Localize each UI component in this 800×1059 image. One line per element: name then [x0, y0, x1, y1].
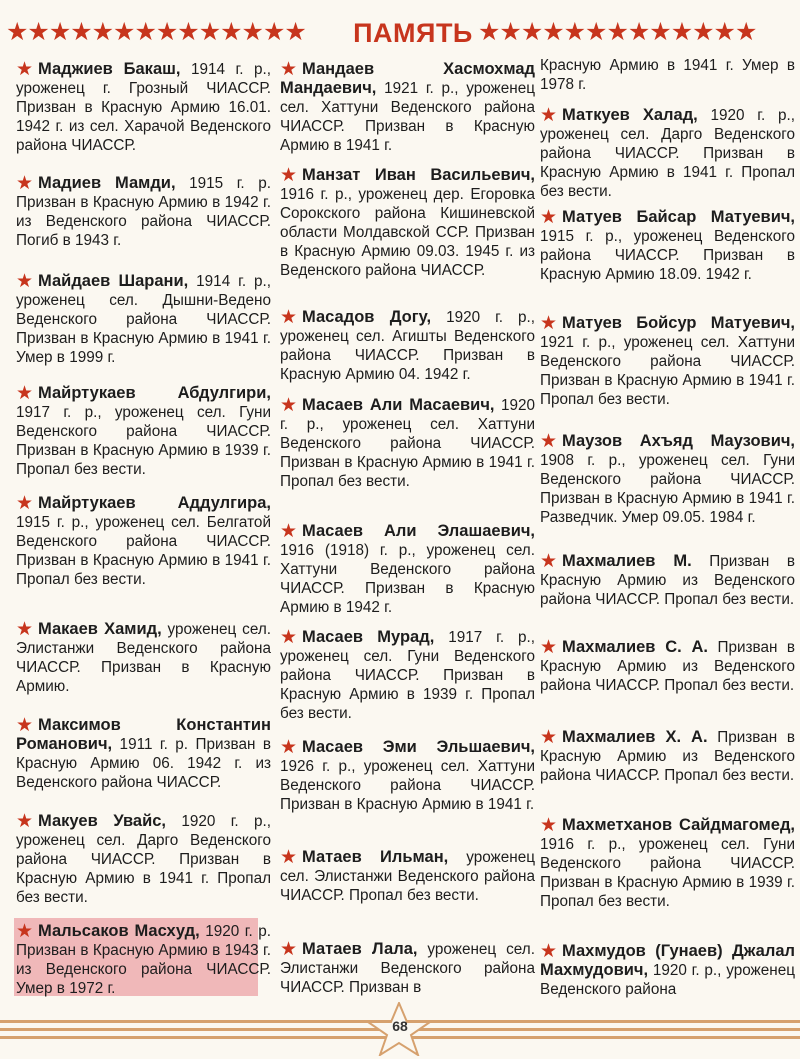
page-header [0, 14, 800, 52]
memorial-entry [16, 384, 271, 479]
memorial-entry [540, 728, 795, 785]
entry-details: 1920 г. р. Призван в Красную Армию в 1943 г. из Веденского района ЧИАССР. Умер в 1972 г. [16, 923, 271, 997]
entry-details: 1921 г. р., уроженец сел. Хаттуни Веденского района ЧИАССР. Призван в Красную Армию в 1941 г. Пропал без вести. [540, 334, 795, 408]
entry-name: Масаев Мурад, [302, 628, 435, 646]
star-icon: ★ [540, 431, 558, 452]
star-icon: ★ [16, 921, 34, 942]
star-ornament-left: ★★★★★★★★★★★★★★ [6, 18, 306, 46]
entry-details: 1908 г. р., уроженец сел. Гуни Веденского района ЧИАССР. Призван в Красную Армию в 1941 г. Разведчик. Умер 09.05. 1984 г. [540, 452, 795, 526]
memorial-entry [16, 60, 271, 155]
star-icon: ★ [540, 815, 558, 836]
memorial-entry [540, 942, 795, 999]
memorial-entry [540, 816, 795, 911]
star-icon: ★ [280, 627, 298, 648]
entry-name: Маузов Ахъяд Маузович, [562, 432, 795, 450]
entry-name: Мальсаков Масхуд, [38, 922, 200, 940]
entry-name: Махмудов (Гунаев) Джалал Махмудович, [540, 942, 795, 979]
memorial-entry [540, 208, 795, 284]
entry-details: 1911 г. р. Призван в Красную Армию 06. 1942 г. из Веденского района ЧИАССР. [16, 736, 271, 791]
star-icon: ★ [280, 521, 298, 542]
star-icon: ★ [16, 173, 34, 194]
memorial-entry [280, 522, 535, 617]
memorial-entry [16, 812, 271, 907]
entry-details: 1920 г. р., уроженец сел. Дарго Веденского района ЧИАССР. Призван в Красную Армию в 1941 г. Пропал без вести. [16, 813, 271, 906]
star-icon: ★ [280, 847, 298, 868]
star-icon: ★ [280, 59, 298, 80]
memorial-entry-continuation: Красную Армию в 1941 г. Умер в 1978 г. [540, 57, 795, 93]
star-icon: ★ [540, 637, 558, 658]
star-icon: ★ [280, 737, 298, 758]
star-icon: ★ [280, 939, 298, 960]
entry-name: Макуев Увайс, [38, 812, 167, 830]
entry-details: 1915 г. р. Призван в Красную Армию в 1942 г. из Веденского района ЧИАССР. Погиб в 1943 г. [16, 175, 271, 249]
memorial-entry-highlighted [16, 922, 271, 998]
star-icon: ★ [16, 715, 34, 736]
star-icon: ★ [16, 271, 34, 292]
entry-name: Масаев Али Масаевич, [302, 396, 495, 414]
memorial-entry [280, 60, 535, 155]
entry-details: 1920 г. р., уроженец сел. Агишты Веденского района ЧИАССР. Призван в Красную Армию 04. 1942 г. [280, 309, 535, 383]
memorial-entry [16, 494, 271, 589]
entry-name: Матуев Байсар Матуевич, [562, 208, 795, 226]
entry-details: 1917 г. р., уроженец сел. Гуни Веденского района ЧИАССР. Призван в Красную Армию в 1939 г. Пропал без вести. [280, 629, 535, 722]
entry-details: уроженец сел. Элистанжи Веденского района ЧИАССР. Призван в Красную Армию. [16, 621, 271, 695]
entry-name: Махмалиев М. [562, 552, 692, 570]
entry-name: Махмалиев С. А. [562, 638, 709, 656]
entry-name: Матаев Ильман, [302, 848, 449, 866]
entry-details: уроженец сел. Элистанжи Веденского района ЧИАССР. Пропал без вести. [280, 849, 535, 904]
entry-name: Масаев Эми Эльшаевич, [302, 738, 535, 756]
star-icon: ★ [540, 941, 558, 962]
star-icon: ★ [540, 727, 558, 748]
memorial-entry [540, 638, 795, 695]
entry-details: 1914 г. р., уроженец сел. Дышни-Ведено Веденского района ЧИАССР. Призван в Красную Армию в 1941 г. Умер в 1999 г. [16, 273, 272, 366]
entry-details: 1915 г. р., уроженец Веденского района ЧИАССР. Призван в Красную Армию 18.09. 1942 г. [540, 228, 795, 283]
star-icon: ★ [16, 383, 34, 404]
entry-details: 1921 г. р., уроженец сел. Хаттуни Веденского района ЧИАССР. Призван в Красную Армию в 1941 г. [280, 80, 535, 154]
entry-name: Мадиев Мамди, [38, 174, 176, 192]
entry-details: Призван в Красную Армию из Веденского района ЧИАССР. Пропал без вести. [540, 729, 795, 784]
entry-details: Призван в Красную Армию из Веденского района ЧИАССР. Пропал без вести. [540, 553, 795, 608]
memorial-entry [540, 106, 795, 201]
memorial-entry [280, 628, 535, 723]
entry-name: Матаев Лала, [302, 940, 418, 958]
star-icon: ★ [16, 493, 34, 514]
entry-details: 1920 г. р., уроженец сел. Хаттуни Веденского района ЧИАССР. Призван в Красную Армию в 1941 г. Пропал без вести. [280, 397, 535, 490]
entry-name: Маджиев Бакаш, [38, 60, 181, 78]
entry-name: Масадов Догу, [302, 308, 432, 326]
star-icon: ★ [280, 395, 298, 416]
entry-details: 1920 г. р., уроженец Веденского района [540, 962, 795, 998]
memorial-entry [16, 716, 271, 792]
entry-details: 1917 г. р., уроженец сел. Гуни Веденского района ЧИАССР. Призван в Красную Армию в 1939 г. Пропал без вести. [16, 404, 271, 478]
star-icon: ★ [16, 59, 34, 80]
memorial-entry [540, 314, 795, 409]
memorial-entry [540, 432, 795, 527]
star-ornament-right: ★★★★★★★★★★★★★ [478, 18, 757, 46]
memorial-entry [16, 174, 271, 250]
entry-name: Матуев Бойсур Матуевич, [562, 314, 795, 332]
entry-name: Махметханов Сайдмагомед, [562, 816, 795, 834]
entry-name: Майдаев Шарани, [38, 272, 189, 290]
star-icon: ★ [540, 551, 558, 572]
memorial-entry [540, 552, 795, 609]
entry-name: Майртукаев Абдулгири, [38, 384, 271, 402]
memorial-entry [280, 940, 535, 997]
entry-details: 1915 г. р., уроженец сел. Белгатой Веденского района ЧИАССР. Призван в Красную Армию в 1941 г. Пропал без вести. [16, 514, 271, 588]
entry-details: 1926 г. р., уроженец сел. Хаттуни Веденского района ЧИАССР. Призван в Красную Армию в 1941 г. [280, 758, 535, 813]
entry-name: Макаев Хамид, [38, 620, 162, 638]
star-icon: ★ [540, 207, 558, 228]
star-icon: ★ [540, 105, 558, 126]
page-number: 68 [392, 1018, 408, 1034]
memorial-entry [280, 166, 535, 280]
entry-details: 1916 г. р., уроженец дер. Егоровка Сорокского района Кишиневской области Молдавской ССР. Призван в Красную Армию 09.03. 1945 г. из Веденского района ЧИАССР. [280, 186, 535, 279]
entry-name: Мандаев Хасмохмад Мандаевич, [280, 60, 535, 97]
entry-name: Махмалиев Х. А. [562, 728, 708, 746]
entry-name: Масаев Али Элашаевич, [302, 522, 535, 540]
entry-details: 1916 (1918) г. р., уроженец сел. Хаттуни Веденского района ЧИАССР. Призван в Красную Армию в 1942 г. [280, 542, 535, 616]
entry-name: Манзат Иван Васильевич, [302, 166, 535, 184]
star-icon: ★ [540, 313, 558, 334]
entry-name: Майртукаев Аддулгира, [38, 494, 271, 512]
memorial-entry [280, 396, 535, 491]
star-icon: ★ [280, 165, 298, 186]
entry-details: уроженец сел. Элистанжи Веденского района ЧИАССР. Призван в [280, 941, 535, 996]
entry-details: 1920 г. р., уроженец сел. Дарго Веденского района ЧИАССР. Призван в Красную Армию в 1941 г. Пропал без вести. [540, 107, 795, 200]
memorial-entry [280, 848, 535, 905]
entry-details: 1914 г. р., уроженец г. Грозный ЧИАССР. Призван в Красную Армию 16.01. 1942 г. из сел. Харачой Веденского района ЧИАССР. [16, 61, 272, 154]
entry-details: Призван в Красную Армию из Веденского района ЧИАССР. Пропал без вести. [540, 639, 795, 694]
entry-details: 1916 г. р., уроженец сел. Гуни Веденского района ЧИАССР. Призван в Красную Армию в 1939 г. Пропал без вести. [540, 836, 795, 910]
entry-name: Максимов Константин Романович, [16, 716, 271, 753]
section-title: ПАМЯТЬ [353, 18, 473, 48]
memorial-entry [16, 620, 271, 696]
memorial-entry [280, 738, 535, 814]
star-icon: ★ [280, 307, 298, 328]
entry-name: Маткуев Халад, [562, 106, 698, 124]
star-icon: ★ [16, 619, 34, 640]
memorial-entry [16, 272, 271, 367]
memorial-entry [280, 308, 535, 384]
star-icon: ★ [16, 811, 34, 832]
